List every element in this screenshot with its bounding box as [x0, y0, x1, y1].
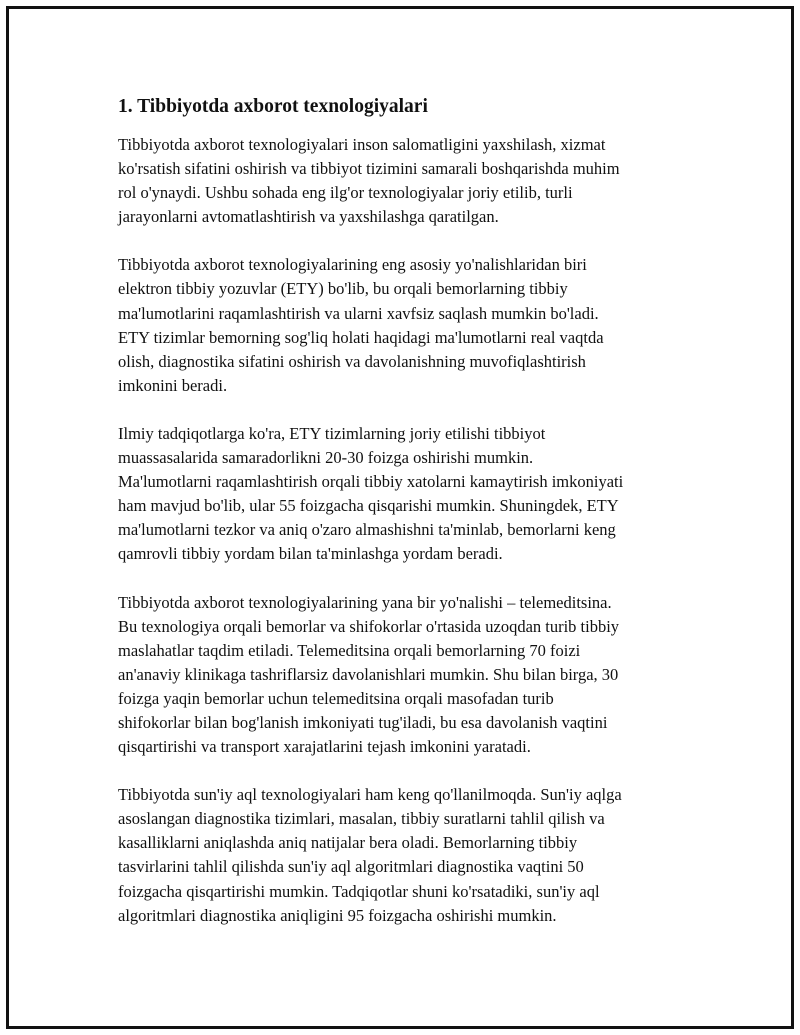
paragraph-electronic-records: Tibbiyotda axborot texnologiyalarining eng asosiy yo'nalishlaridan biri elektron tibbiy yozuvlar (ETY) bo'lib, bu orqali bemorlarning tibbiy ma'lumotlarini raqamlashtirish va ularni xavfsiz saqlash mumkin bo'ladi. ETY tizimlar bemorning sog'liq holati haqidagi ma'lumotlarni real vaqtda olish, diagnostika sifatini oshirish va davolanishning muvofiqlashtirish imkonini beradi. [118, 255, 604, 395]
paragraph-research-findings: Ilmiy tadqiqotlarga ko'ra, ETY tizimlarning joriy etilishi tibbiyot muassasalarida samaradorlikni 20-30 foizga oshirishi mumkin. Ma'lumotlarni raqamlashtirish orqali tibbiy xatolarni kamaytirish imkoniyati ham mavjud bo'lib, ular 55 foizgacha qisqarishi mumkin. Shuningdek, ETY ma'lumotlarni tezkor va aniq o'zaro almashishni ta'minlab, bemorlarni keng qamrovli tibbiy yordam bilan ta'minlashga yordam beradi. [118, 423, 624, 564]
paragraph-introduction: Tibbiyotda axborot texnologiyalari inson salomatligini yaxshilash, xizmat ko'rsatish sifatini oshirish va tibbiyot tizimini samarali boshqarishda muhim rol o'ynaydi. Ushbu sohada eng ilg'or texnologiyalar joriy etilib, turli jarayonlarni avtomatlashtirish va yaxshilashga qaratilgan. [118, 135, 620, 227]
paragraph-telemedicine: Tibbiyotda axborot texnologiyalarining yana bir yo'nalishi – telemeditsina. Bu texnologiya orqali bemorlar va shifokorlar o'rtasida uzoqdan turib tibbiy maslahatlar taqdim etiladi. Telemeditsina orqali bemorlarning 70 foizi an'anaviy klinikaga tashriflarsiz davolanishlari mumkin. Shu bilan birga, 30 foizga yaqin bemorlar uchun telemeditsina orqali masofadan turib shifokorlar bilan bog'lanish imkoniyati tug'iladi, bu esa davolanish vaqtini qisqartirishi va transport xarajatlarini tejash imkonini yaratadi. [118, 592, 620, 757]
section-heading: 1. Tibbiyotda axborot texnologiyalari [118, 96, 428, 117]
paragraph-artificial-intelligence: Tibbiyotda sun'iy aql texnologiyalari ham keng qo'llanilmoqda. Sun'iy aqlga asoslangan diagnostika tizimlari, masalan, tibbiy suratlarni tahlil qilish va kasalliklarni aniqlashda aniq natijalar bera oladi. Bemorlarning tibbiy tasvirlarini tahlil qilishda sun'iy aql algoritmlari diagnostika vaqtini 50 foizgacha qisqartirishi mumkin. Tadqiqotlar shuni ko'rsatadiki, sun'iy aql algoritmlari diagnostika aniqligini 95 foizgacha oshirishi mumkin. [118, 785, 622, 925]
document-body [118, 94, 688, 952]
